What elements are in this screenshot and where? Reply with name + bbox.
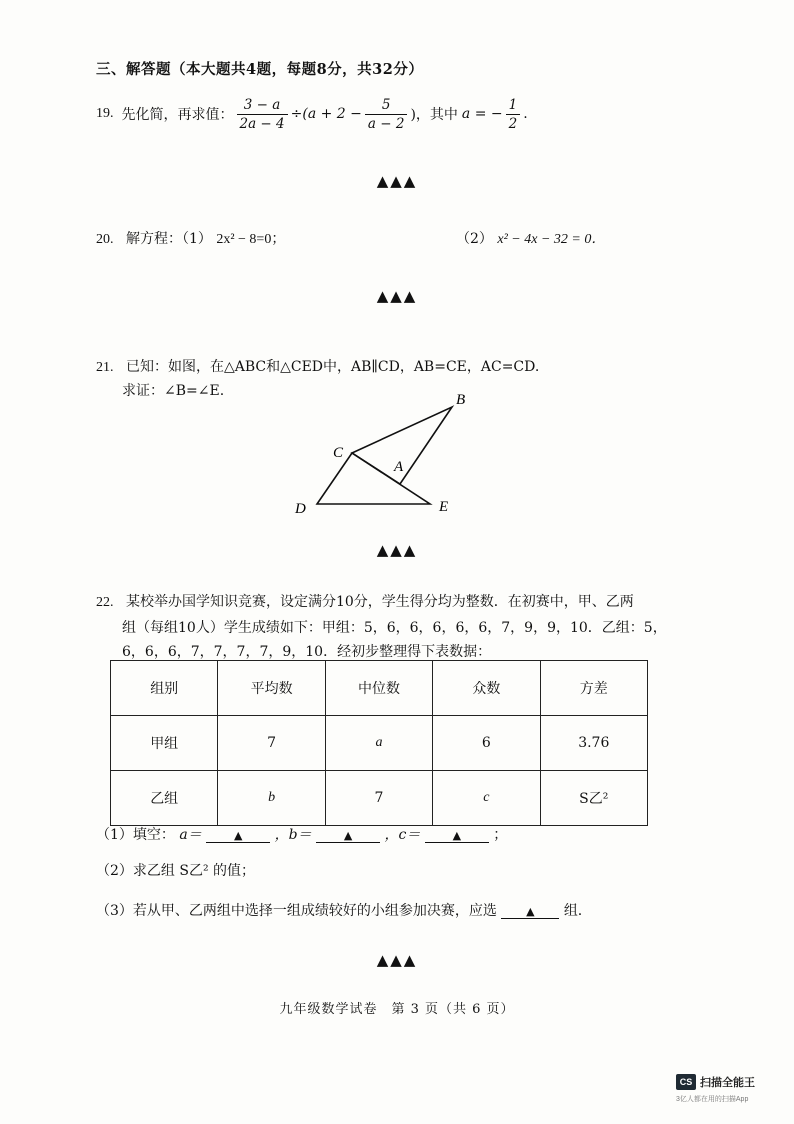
table-header: 众数	[433, 661, 540, 716]
table-header: 组别	[111, 661, 218, 716]
table-header: 中位数	[325, 661, 432, 716]
fraction-expression	[237, 97, 288, 132]
table-header: 平均数	[218, 661, 325, 716]
fraction-numerator: 3 − a	[237, 97, 288, 115]
scanner-app-name: 扫描全能王	[700, 1077, 755, 1089]
table-cell: 7	[325, 771, 432, 826]
answer-space-marker: ▲▲▲	[376, 951, 418, 969]
part-1-fill-in	[96, 824, 507, 844]
point-label-e: E	[439, 499, 449, 515]
part-end: ；	[493, 827, 508, 843]
question-text-line: 6，6，6，7，7，7，7，9，10．经初步整理得下表数据：	[122, 644, 492, 660]
table-row	[111, 716, 648, 771]
question-21	[96, 356, 539, 376]
answer-blank-a[interactable]: ▲	[206, 829, 270, 843]
expression-close: )，其中	[410, 107, 458, 123]
expression-operator: ÷(a + 2 −	[290, 106, 362, 122]
point-label-d: D	[295, 501, 306, 517]
part-label: （1）填空：	[96, 827, 175, 843]
score-table	[110, 660, 648, 826]
fraction-numerator: 1	[506, 97, 521, 115]
question-20	[96, 228, 285, 248]
fraction-expression	[506, 97, 521, 132]
point-label-b: B	[456, 392, 466, 408]
table-cell: 乙组	[111, 771, 218, 826]
blank-label-a: a＝	[179, 827, 202, 843]
answer-blank-group[interactable]: ▲	[501, 905, 559, 919]
scanner-logo-icon: CS	[676, 1074, 696, 1090]
section-title: 三、解答题（本大题共4题，每题8分，共32分）	[96, 61, 424, 78]
point-label-c: C	[333, 445, 344, 461]
part-3-question	[96, 900, 582, 920]
table-cell: 7	[218, 716, 325, 771]
variable-value: a = −	[461, 106, 503, 122]
table-cell: c	[433, 771, 540, 826]
question-text-line: 组（每组10人）学生成绩如下：甲组：5，6，6，6，6，6，7，9，9，10．乙组：5，	[122, 620, 667, 636]
part-3-text: （3）若从甲、乙两组中选择一组成绩较好的小组参加决赛，应选	[96, 903, 497, 919]
question-given: 已知：如图，在△ABC和△CED中，AB∥CD，AB=CE，AC=CD.	[125, 359, 540, 375]
blank-label-b: ，b＝	[274, 827, 312, 843]
question-19	[96, 92, 528, 136]
table-cell: 甲组	[111, 716, 218, 771]
geometry-figure	[280, 384, 480, 524]
question-prompt: 解方程：（1）	[125, 231, 212, 247]
point-label-a: A	[394, 459, 404, 475]
table-header: 方差	[540, 661, 647, 716]
question-number: 22.	[96, 595, 114, 610]
table-cell: 3.76	[540, 716, 647, 771]
fraction-denominator: 2a − 4	[239, 115, 285, 132]
page-footer: 九年级数学试卷 第 3 页（共 6 页）	[279, 1002, 515, 1017]
question-text-line: 某校举办国学知识竞赛，设定满分10分，学生得分均为整数．在初赛中，甲、乙两	[125, 594, 634, 610]
table-cell: 6	[433, 716, 540, 771]
answer-blank-c[interactable]: ▲	[425, 829, 489, 843]
table-cell: S乙²	[540, 771, 647, 826]
blank-label-c: ，c＝	[384, 827, 421, 843]
fraction-numerator: 5	[365, 97, 408, 115]
question-number: 21.	[96, 360, 114, 375]
question-21-prove: 求证：∠B=∠E.	[122, 383, 225, 399]
question-22	[96, 591, 634, 611]
question-prompt: 先化简，再求值：	[121, 107, 234, 123]
equation-1: 2x² − 8=0；	[216, 232, 286, 247]
table-row	[111, 771, 648, 826]
fraction-denominator: 2	[508, 115, 518, 132]
answer-space-marker: ▲▲▲	[376, 541, 418, 559]
part-2-question: （2）求乙组 S乙² 的值；	[96, 863, 256, 879]
question-number: 20.	[96, 232, 114, 247]
answer-space-marker: ▲▲▲	[376, 287, 418, 305]
expression-end: .	[523, 106, 528, 122]
question-number: 19.	[96, 106, 114, 121]
fraction-denominator: a − 2	[367, 115, 405, 132]
answer-space-marker: ▲▲▲	[376, 172, 418, 190]
equation-2: x² − 4x − 32 = 0．	[497, 232, 606, 247]
table-header-row	[111, 661, 648, 716]
part-end: 组.	[563, 903, 583, 919]
table-cell: a	[325, 716, 432, 771]
scanner-tagline: 3亿人都在用的扫描App	[676, 1096, 749, 1103]
table-cell: b	[218, 771, 325, 826]
fraction-expression	[365, 97, 408, 132]
part-label: （2）	[456, 231, 493, 247]
question-20-part-2	[456, 228, 605, 248]
answer-blank-b[interactable]: ▲	[316, 829, 380, 843]
